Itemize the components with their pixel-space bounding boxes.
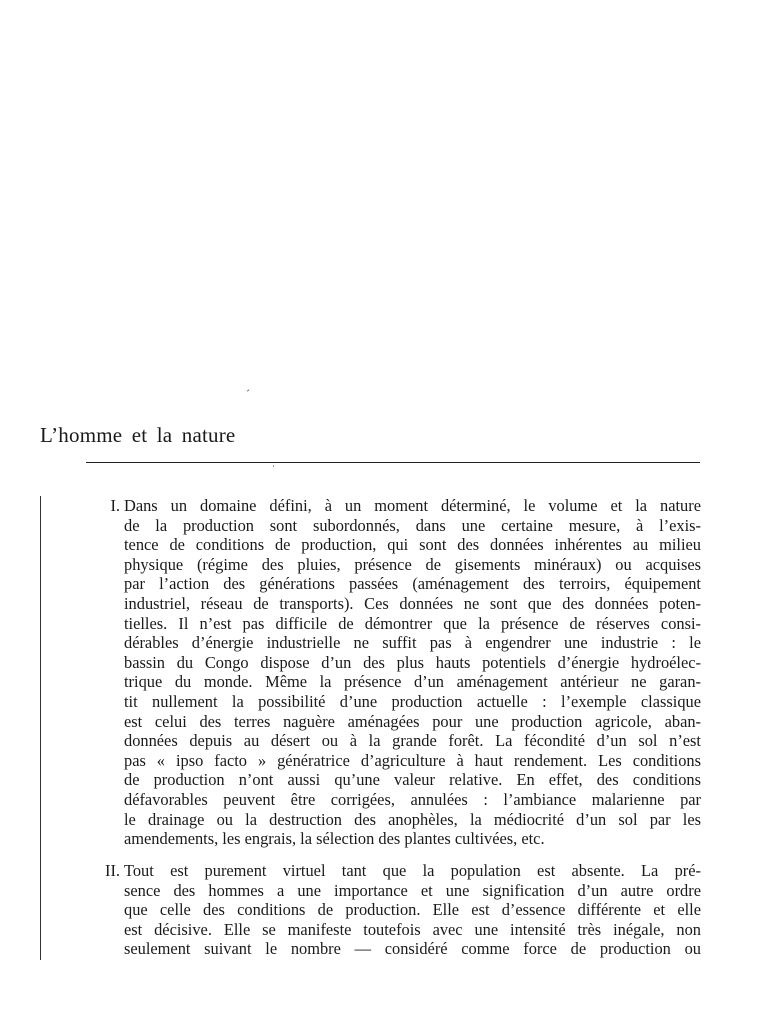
paragraph-line: le drainage ou la destruction des anophèles, la médiocrité d’un sol par les (124, 809, 701, 829)
paragraph-line: est décisive. Elle se manifeste toutefois avec une intensité très inégale, non (124, 919, 701, 939)
paragraph-line: bassin du Congo dispose d’un des plus hauts potentiels d’énergie hydroélec- (124, 652, 701, 672)
section-ii (104, 861, 701, 959)
stray-mark-dot: · (272, 461, 275, 471)
chapter-title: L’homme et la nature (40, 423, 236, 447)
paragraph-line: sence des hommes a une importance et une signification d’un autre ordre (124, 880, 701, 900)
paragraph-line: physique (régime des pluies, présence de gisements minéraux) ou acquises (124, 554, 701, 574)
paragraph-line: pas « ipso facto » génératrice d’agriculture à haut rendement. Les conditions (124, 750, 701, 770)
paragraph-line: Dans un domaine défini, à un moment déterminé, le volume et la nature (124, 496, 701, 515)
paragraph-line: données depuis au désert ou à la grande forêt. La fécondité d’un sol n’est (124, 731, 701, 751)
paragraph-line: tit nullement la possibilité d’une production actuelle : l’exemple classique (124, 691, 701, 711)
paragraph-line: de la production sont subordonnés, dans une certaine mesure, à l’exis- (124, 515, 701, 535)
stray-mark-accent: ´ (246, 387, 250, 401)
paragraph-line: tence de conditions de production, qui sont des données inhérentes au milieu (124, 535, 701, 555)
paragraph-line: tielles. Il n’est pas difficile de démontrer que la présence de réserves consi- (124, 613, 701, 633)
paragraph-line: défavorables peuvent être corrigées, annulées : l’ambiance malarienne par (124, 789, 701, 809)
section-i (110, 496, 701, 849)
margin-rule (40, 496, 41, 960)
paragraph-line: amendements, les engrais, la sélection des plantes cultivées, etc. (124, 829, 545, 849)
paragraph-line: que celle des conditions de production. Elle est d’essence différente et elle (124, 900, 701, 920)
title-rule (86, 462, 700, 463)
paragraph-line: de production n’ont aussi qu’une valeur relative. En effet, des conditions (124, 770, 701, 790)
paragraph-line: dérables d’énergie industrielle ne suffit pas à engendrer une industrie : le (124, 633, 701, 653)
paragraph-line: trique du monde. Même la présence d’un aménagement antérieur ne garan- (124, 672, 701, 692)
paragraph-line: seulement suivant le nombre — considéré comme force de production ou (124, 939, 701, 959)
paragraph-line: par l’action des générations passées (aménagement des terroirs, équipement (124, 574, 701, 594)
section-numeral: II. (104, 861, 120, 880)
section-numeral: I. (110, 496, 120, 515)
paragraph-line: industriel, réseau de transports). Ces données ne sont que des données poten- (124, 593, 701, 613)
paragraph-line: Tout est purement virtuel tant que la population est absente. La pré- (124, 861, 701, 880)
paragraph-line: est celui des terres naguère aménagées pour une production agricole, aban- (124, 711, 701, 731)
